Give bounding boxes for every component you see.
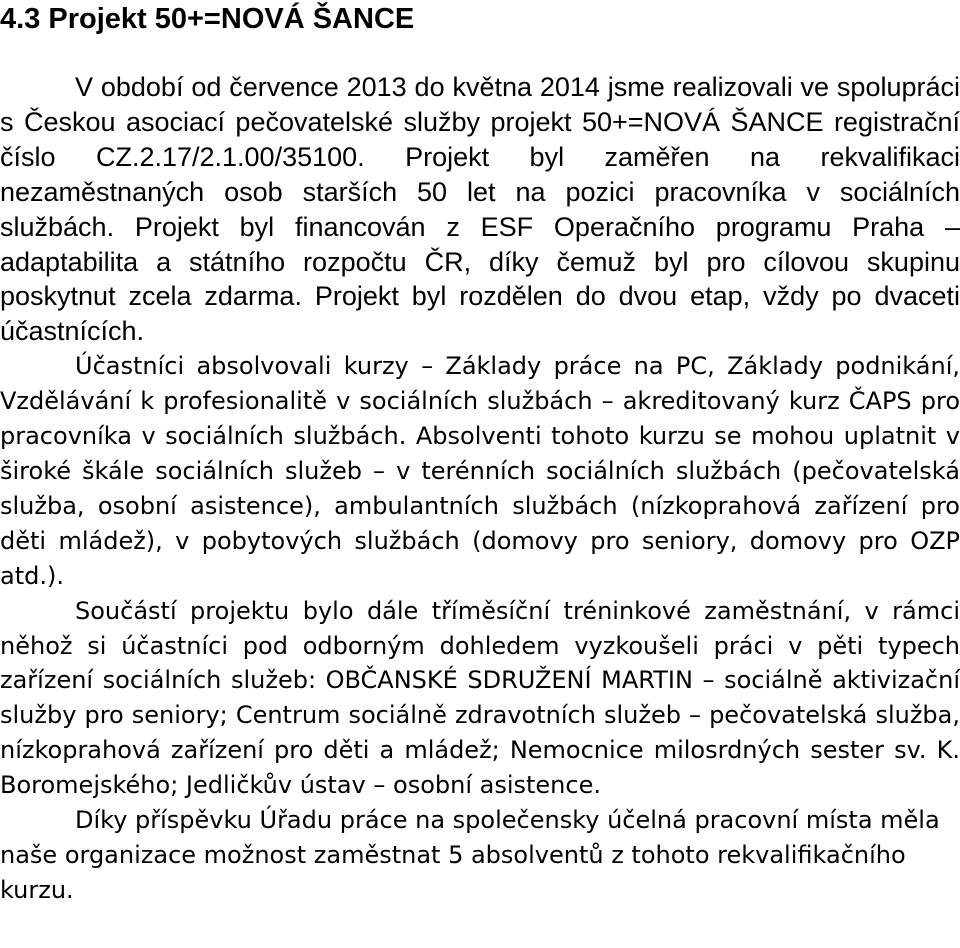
paragraph-employment-result: Díky příspěvku Úřadu práce na společensky účelná pracovní místa měla naše organizace možnost zaměstnat 5 absolventů z tohoto rekvalifikačního kurzu. [0, 806, 940, 904]
paragraph-training-employment: Součástí projektu bylo dále tříměsíční tréninkové zaměstnání, v rámci něhož si účastníci pod odborným dohledem vyzkoušeli práci v pěti typech zařízení sociálních služeb: OBČANSKÉ SDRUŽENÍ MARTIN – sociálně aktivizační služby pro seniory; Centrum sociálně zdravotních služeb – pečovatelská služba, nízkoprahová zařízení pro děti a mládež; Nemocnice milosrdných sester sv. K. Boromejského; Jedličkův ústav – osobní asistence. [0, 596, 960, 800]
paragraph-project-overview: V období od července 2013 do května 2014 jsme realizovali ve spolupráci s Českou asociací pečovatelské služby projekt 50+=NOVÁ ŠANCE registrační číslo CZ.2.17/2.1.00/35100. Projekt byl zaměřen na rekvalifikaci nezaměstnaných osob starších 50 let na pozici pracovníka v sociálních službách. Projekt byl financován z ESF Operačního programu Praha – adaptabilita a státního rozpočtu ČR, díky čemuž byl pro cílovou skupinu poskytnut zcela zdarma. Projekt byl rozdělen do dvou etap, vždy po dvaceti účastnících. [0, 72, 960, 347]
section-heading: 4.3 Projekt 50+=NOVÁ ŠANCE [0, 3, 415, 35]
section-body [0, 70, 960, 908]
paragraph-courses: Účastníci absolvovali kurzy – Základy práce na PC, Základy podnikání, Vzdělávání k profesionalitě v sociálních službách – akreditovaný kurz ČAPS pro pracovníka v sociálních službách. Absolventi tohoto kurzu se mohou uplatnit v široké škále sociálních služeb – v terénních sociálních službách (pečovatelská služba, osobní asistence), ambulantních službách (nízkoprahová zařízení pro děti mládež), v pobytových službách (domovy pro seniory, domovy pro OZP atd.). [0, 352, 960, 590]
